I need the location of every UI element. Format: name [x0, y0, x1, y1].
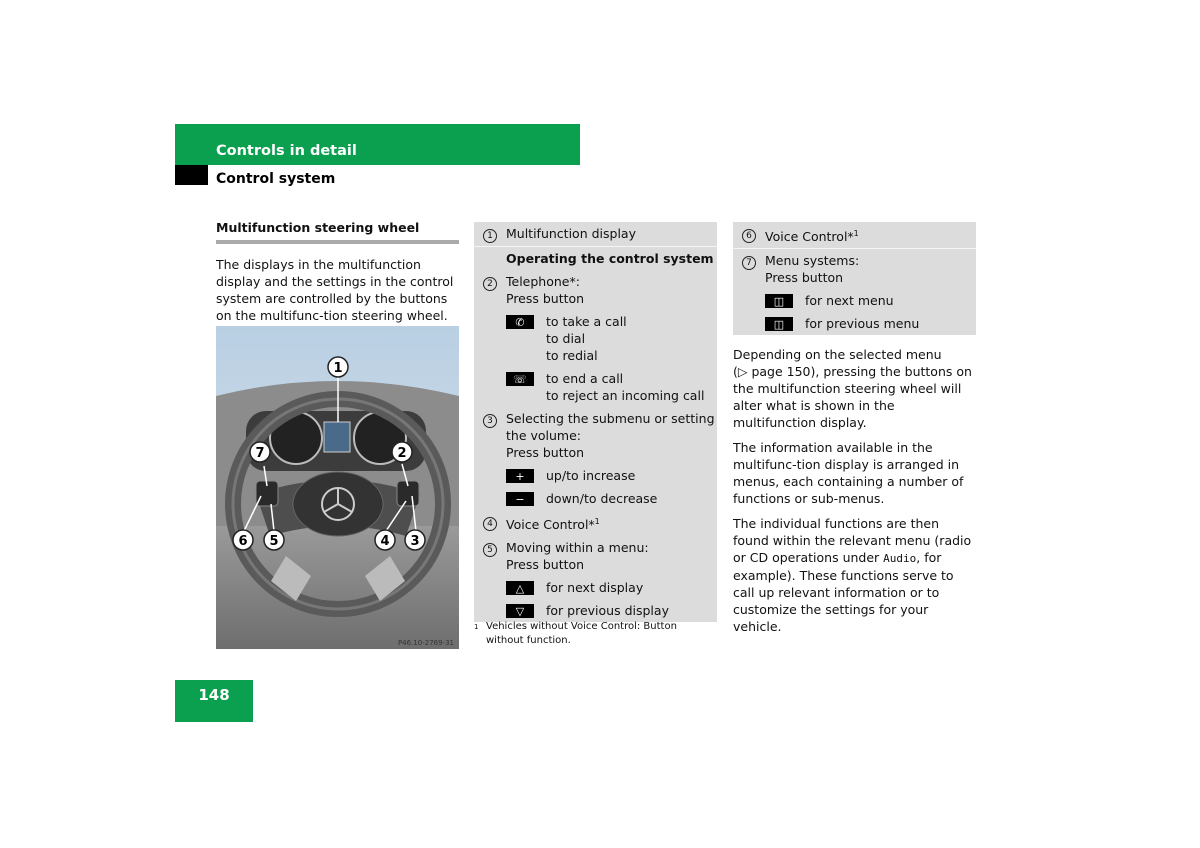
footnote-marker: 1 [594, 517, 600, 526]
next-menu-icon: ◫ [765, 294, 793, 308]
item-text: for next display [546, 580, 644, 596]
item-text: up/to increase [546, 468, 636, 483]
audio-label: Audio [883, 552, 917, 565]
item-text: Press button [506, 557, 585, 573]
item-text: Selecting the submenu or setting [506, 411, 715, 426]
table-row [474, 599, 717, 622]
steering-wheel-photo [216, 326, 459, 649]
header-title: Controls in detail [216, 143, 357, 159]
plus-icon: + [506, 469, 534, 483]
item-number: 2 [483, 277, 497, 291]
callout-7 [250, 442, 270, 462]
table-row [474, 222, 717, 247]
table-heading: Operating the control system [506, 251, 714, 266]
table-row [474, 536, 717, 576]
svg-text:1: 1 [333, 361, 343, 376]
arrow-down-icon: ▽ [506, 604, 534, 618]
table-row [733, 222, 976, 249]
item-text: Telephone*: [506, 274, 580, 289]
minus-icon: − [506, 492, 534, 506]
item-text: the volume: [506, 428, 582, 443]
paragraph: Depending on the selected menu (▷ page 150), pressing the buttons on the multifunction steering wheel will alter what is shown in the multifunction display. [733, 347, 972, 430]
table-row [474, 487, 717, 510]
item-text: Press button [506, 445, 585, 460]
item-text: down/to decrease [546, 491, 658, 506]
table-row [474, 576, 717, 599]
section-title: Multifunction steering wheel [216, 220, 459, 244]
item-number: 7 [742, 256, 756, 270]
table-row [474, 367, 717, 407]
item-number: 5 [483, 543, 497, 557]
phone-hangup-icon: ☏ [506, 372, 534, 386]
controls-table [474, 222, 717, 622]
callout-3 [405, 530, 425, 550]
svg-text:6: 6 [238, 534, 248, 549]
item-text: Menu systems: [765, 253, 860, 269]
item-text: to dial [546, 331, 586, 346]
item-number: 4 [483, 517, 497, 531]
intro-text: The displays in the multifunction display and the settings in the control system are controlled by the buttons on the multifunc-tion steering wheel. [216, 257, 454, 323]
callout-1 [328, 357, 348, 377]
paragraph: The information available in the multifunc-tion display is arranged in menus, each containing a number of functions or sub-menus. [733, 440, 964, 506]
callout-6 [233, 530, 253, 550]
item-text: to take a call [546, 314, 627, 329]
item-text: to end a call [546, 371, 624, 386]
item-text: Moving within a menu: [506, 540, 649, 556]
paragraph: The individual functions are then found within the relevant menu (radio or CD operations under Audio, for example). These functions serve to call up relevant information or to customize the settings for your vehicle. [733, 516, 972, 634]
previous-menu-icon: ◫ [765, 317, 793, 331]
callout-2 [392, 442, 412, 462]
footnote-marker: 1 [474, 623, 479, 631]
intro-column [216, 220, 459, 324]
svg-text:2: 2 [397, 446, 407, 461]
item-number: 3 [483, 414, 497, 428]
explanation-text [733, 346, 976, 643]
page-number: 148 [175, 680, 253, 722]
item-text: for previous display [546, 603, 669, 619]
footnote-text: Vehicles without Voice Control: Button without function. [486, 621, 677, 646]
item-text: Press button [765, 270, 844, 286]
phone-pickup-icon: ✆ [506, 315, 534, 329]
header-subtitle: Control system [216, 171, 336, 187]
table-row [733, 312, 976, 335]
svg-text:3: 3 [410, 534, 420, 549]
arrow-up-icon: △ [506, 581, 534, 595]
item-text: Voice Control* [506, 517, 595, 533]
table-row [733, 289, 976, 312]
item-text: for previous menu [805, 316, 920, 332]
table-row [474, 247, 717, 270]
footnote [474, 620, 717, 648]
svg-text:7: 7 [255, 446, 265, 461]
table-row [733, 249, 976, 289]
table-row [474, 407, 717, 464]
item-number: 6 [742, 229, 756, 243]
photo-caption: P46.10-2769-31 [397, 639, 454, 647]
item-text: for next menu [805, 293, 894, 309]
table-row [474, 464, 717, 487]
item-text: to redial [546, 348, 598, 363]
table-row [474, 310, 717, 367]
svg-text:5: 5 [269, 534, 279, 549]
item-text: to reject an incoming call [546, 388, 705, 403]
item-number: 1 [483, 229, 497, 243]
callout-5 [264, 530, 284, 550]
svg-text:4: 4 [380, 534, 390, 549]
footnote-marker: 1 [853, 229, 859, 238]
callout-4 [375, 530, 395, 550]
menu-table [733, 222, 976, 335]
header-marker [175, 165, 208, 185]
item-text: Voice Control* [765, 229, 854, 245]
steering-wheel-illustration [216, 326, 459, 649]
item-text: Press button [506, 291, 585, 306]
table-row [474, 270, 717, 310]
item-text: Multifunction display [506, 226, 636, 241]
table-row [474, 510, 717, 536]
